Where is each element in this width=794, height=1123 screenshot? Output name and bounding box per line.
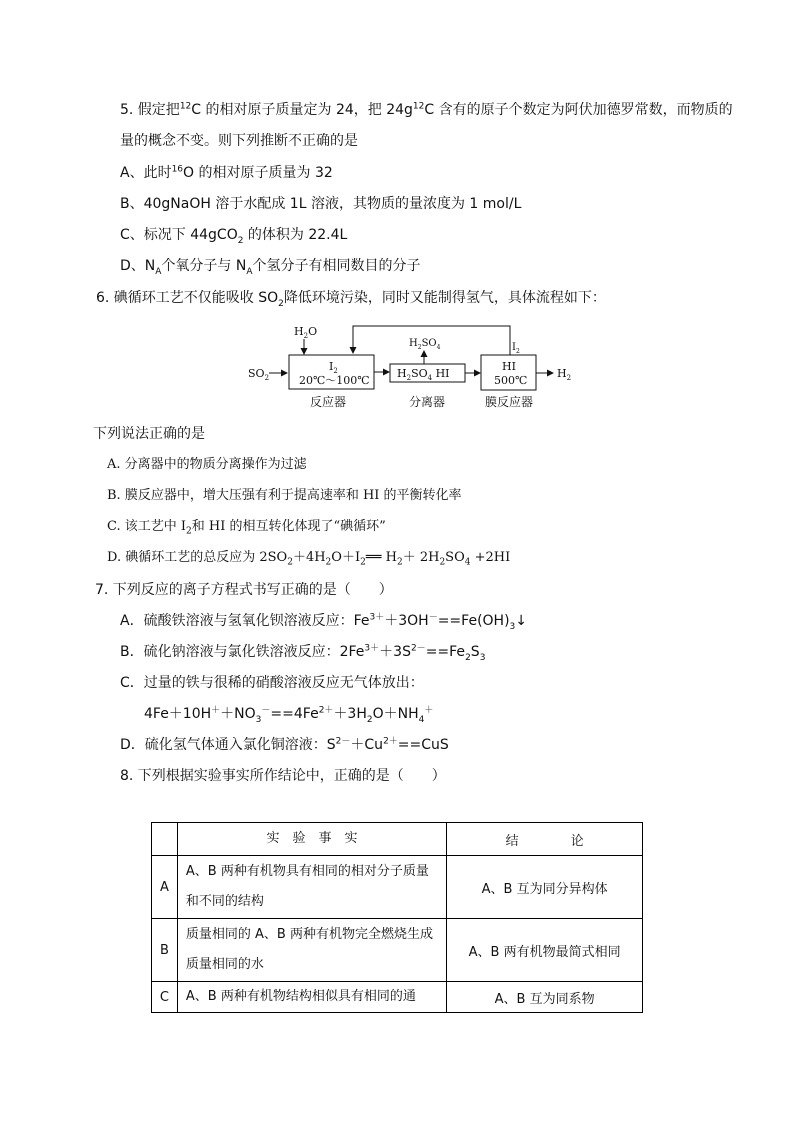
table-cell: C — [152, 982, 178, 1013]
flow-i2-recycle-label: $I_2$ — [512, 342, 520, 355]
iodine-cycle-flowchart — [240, 320, 580, 415]
table-row — [152, 982, 643, 1013]
q5-stem-line2: 量的概念不变。则下列推断不正确的是 — [120, 133, 358, 149]
membrane-temp: 500℃ — [494, 374, 528, 387]
table-cell: A、B 互为同系物 — [447, 982, 643, 1013]
table-header-cell: 结 论 — [447, 823, 643, 856]
separator-content: $H_2SO_4$ HI — [397, 367, 450, 382]
table-cell: B — [152, 919, 178, 982]
reactor-label: 反应器 — [310, 395, 347, 409]
q7-option-b: B．硫化钠溶液与氯化铁溶液反应：$2Fe^{3+}+3S^{2-}==Fe_2S_3$ — [120, 643, 486, 663]
reactor-i2: $I_2$ — [329, 360, 338, 375]
table-header-cell — [152, 823, 178, 856]
table-header-row — [152, 823, 643, 856]
q6-option-d: D. 碘循环工艺的总反应为 $2SO_2+4H_2O+I_2══$ $H_2+ 2H_2SO_4 +2HI$ — [107, 550, 511, 568]
q7-stem: 7. 下列反应的离子方程式书写正确的是（ ） — [95, 582, 393, 598]
flow-h2o-label: $H_2O$ — [294, 325, 318, 340]
q5-option-b: B、40gNaOH 溶于水配成 1L 溶液，其物质的量浓度为 1 mol/L — [120, 196, 522, 212]
table-cell: A、B 两种有机物具有相同的相对分子质量和不同的结构 — [177, 856, 446, 919]
q6-option-a: A. 分离器中的物质分离操作为过滤 — [107, 457, 307, 472]
table-row — [152, 856, 643, 919]
membrane-hi: HI — [502, 360, 516, 373]
flow-h2so4-label: $H_2SO_4$ — [409, 338, 441, 351]
q6-stem: 6. 碘循环工艺不仅能吸收 $SO_2$降低环境污染，同时又能制得氢气，具体流程如下： — [96, 290, 606, 309]
q5-option-a: A、此时$^{16}$O 的相对原子质量为 32 — [120, 164, 333, 181]
table-header-cell: 实 验 事 实 — [177, 823, 446, 856]
reactor-temp: 20℃～100℃ — [299, 374, 370, 387]
q7-option-a: A．硫酸铁溶液与氢氧化钡溶液反应：$Fe^{3+}+3OH^-==Fe(OH)_3↓$ — [120, 612, 528, 632]
q6-prompt: 下列说法正确的是 — [93, 426, 205, 442]
table-cell: A、B 互为同分异构体 — [447, 856, 643, 919]
table-cell: A — [152, 856, 178, 919]
q5-option-d: D、$N_A$个氧分子与 $N_A$个氢分子有相同数目的分子 — [120, 258, 421, 277]
q7-option-c-equation: $4Fe+10H^++NO_3^-==4Fe^{2+}+3H_2O+NH_4^+$ — [144, 705, 434, 725]
membrane-label: 膜反应器 — [485, 395, 534, 409]
table-row — [152, 919, 643, 982]
flow-h2-label: $H_2$ — [557, 367, 572, 382]
table-cell: 质量相同的 A、B 两种有机物完全燃烧生成质量相同的水 — [177, 919, 446, 982]
q6-option-b: B. 膜反应器中，增大压强有利于提高速率和 HI 的平衡转化率 — [107, 488, 462, 503]
q8-stem: 8. 下列根据实验事实所作结论中，正确的是（ ） — [120, 768, 446, 784]
q5-stem-line1: 5. 假定把$^{12}$C 的相对原子质量定为 24，把 $24g^{12}C$ 含有的原子个数定为阿伏加德罗常数，而物质的 — [120, 101, 733, 118]
q6-option-c: C. 该工艺中 $I_2$和 HI 的相互转化体现了“碘循环” — [107, 519, 386, 537]
flow-so2-label: $SO_2$ — [248, 367, 270, 382]
q7-option-c: C．过量的铁与很稀的硝酸溶液反应无气体放出： — [120, 675, 424, 691]
experiment-table — [151, 822, 643, 1013]
table-cell: A、B 两有机物最简式相同 — [447, 919, 643, 982]
q7-option-d: D．硫化氢气体通入氯化铜溶液：$S^{2-}+Cu^{2+}==CuS$ — [120, 736, 449, 753]
separator-label: 分离器 — [409, 395, 446, 409]
table-cell: A、B 两种有机物结构相似具有相同的通 — [177, 982, 446, 1013]
q5-option-c: C、标况下 44gCO$_2$ 的体积为 22.4L — [120, 227, 348, 246]
